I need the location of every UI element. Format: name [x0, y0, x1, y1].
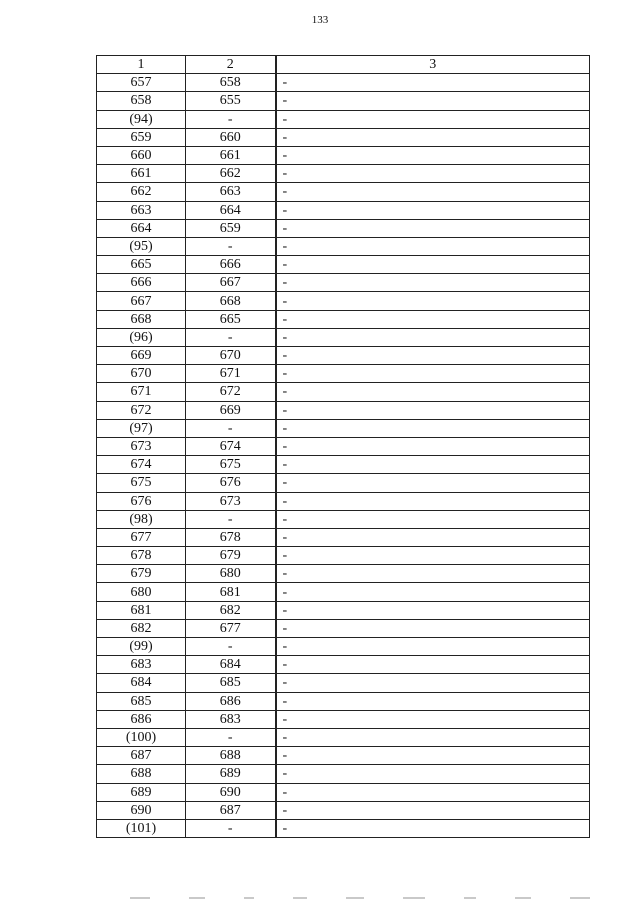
cell-col-2: 665	[186, 310, 276, 328]
cell-col-2: 675	[186, 456, 276, 474]
table-row	[97, 619, 590, 637]
table-row	[97, 328, 590, 346]
cell-col-2: -	[186, 510, 276, 528]
table-row	[97, 801, 590, 819]
cell-col-2: 682	[186, 601, 276, 619]
cell-col-3: -	[276, 656, 590, 674]
cell-col-1: 662	[97, 183, 186, 201]
table-row	[97, 183, 590, 201]
cell-col-1: (99)	[97, 638, 186, 656]
cell-col-3: -	[276, 401, 590, 419]
table-row	[97, 638, 590, 656]
cell-col-3: -	[276, 328, 590, 346]
cell-col-1: 680	[97, 583, 186, 601]
table-row	[97, 747, 590, 765]
cell-col-3: -	[276, 619, 590, 637]
cell-col-1: 690	[97, 801, 186, 819]
cell-col-3: -	[276, 183, 590, 201]
table-row	[97, 110, 590, 128]
footer-marks	[130, 897, 590, 900]
cell-col-2: 668	[186, 292, 276, 310]
table-row	[97, 237, 590, 255]
cell-col-2: 678	[186, 528, 276, 546]
cell-col-2: 681	[186, 583, 276, 601]
cell-col-3: -	[276, 383, 590, 401]
data-table	[96, 55, 590, 838]
cell-col-3: -	[276, 92, 590, 110]
cell-col-1: 688	[97, 765, 186, 783]
cell-col-2: 680	[186, 565, 276, 583]
cell-col-1: 658	[97, 92, 186, 110]
cell-col-3: -	[276, 110, 590, 128]
table-row	[97, 710, 590, 728]
table-row	[97, 292, 590, 310]
cell-col-2: 676	[186, 474, 276, 492]
cell-col-1: (96)	[97, 328, 186, 346]
cell-col-2: 655	[186, 92, 276, 110]
cell-col-3: -	[276, 201, 590, 219]
cell-col-2: 679	[186, 547, 276, 565]
cell-col-2: 660	[186, 128, 276, 146]
table-row	[97, 437, 590, 455]
table-row	[97, 765, 590, 783]
cell-col-1: 659	[97, 128, 186, 146]
cell-col-1: 684	[97, 674, 186, 692]
cell-col-3: -	[276, 638, 590, 656]
table-row	[97, 128, 590, 146]
cell-col-1: 686	[97, 710, 186, 728]
table-row	[97, 692, 590, 710]
cell-col-1: 665	[97, 256, 186, 274]
table-row	[97, 256, 590, 274]
cell-col-1: 671	[97, 383, 186, 401]
cell-col-3: -	[276, 547, 590, 565]
cell-col-3: -	[276, 74, 590, 92]
cell-col-1: 683	[97, 656, 186, 674]
cell-col-3: -	[276, 510, 590, 528]
cell-col-2: 671	[186, 365, 276, 383]
cell-col-2: 688	[186, 747, 276, 765]
column-header-1: 1	[97, 56, 186, 74]
cell-col-2: -	[186, 237, 276, 255]
cell-col-3: -	[276, 219, 590, 237]
cell-col-2: 683	[186, 710, 276, 728]
cell-col-2: 689	[186, 765, 276, 783]
cell-col-1: 664	[97, 219, 186, 237]
cell-col-1: 681	[97, 601, 186, 619]
cell-col-2: 670	[186, 347, 276, 365]
table-row	[97, 656, 590, 674]
cell-col-1: 674	[97, 456, 186, 474]
table-row	[97, 528, 590, 546]
cell-col-2: 669	[186, 401, 276, 419]
cell-col-1: 661	[97, 165, 186, 183]
cell-col-2: 690	[186, 783, 276, 801]
cell-col-2: 687	[186, 801, 276, 819]
cell-col-1: (101)	[97, 819, 186, 837]
table-row	[97, 74, 590, 92]
cell-col-2: -	[186, 110, 276, 128]
cell-col-1: 673	[97, 437, 186, 455]
cell-col-3: -	[276, 528, 590, 546]
cell-col-1: 672	[97, 401, 186, 419]
cell-col-1: (95)	[97, 237, 186, 255]
cell-col-2: 659	[186, 219, 276, 237]
table-row	[97, 547, 590, 565]
cell-col-3: -	[276, 801, 590, 819]
cell-col-3: -	[276, 474, 590, 492]
cell-col-3: -	[276, 274, 590, 292]
cell-col-3: -	[276, 292, 590, 310]
cell-col-1: 660	[97, 146, 186, 164]
cell-col-3: -	[276, 237, 590, 255]
cell-col-2: 662	[186, 165, 276, 183]
cell-col-1: 682	[97, 619, 186, 637]
cell-col-1: 679	[97, 565, 186, 583]
cell-col-1: 689	[97, 783, 186, 801]
cell-col-2: 673	[186, 492, 276, 510]
cell-col-1: 666	[97, 274, 186, 292]
cell-col-3: -	[276, 347, 590, 365]
cell-col-3: -	[276, 728, 590, 746]
cell-col-1: 667	[97, 292, 186, 310]
cell-col-3: -	[276, 146, 590, 164]
table-row	[97, 674, 590, 692]
cell-col-2: 684	[186, 656, 276, 674]
cell-col-1: 670	[97, 365, 186, 383]
cell-col-2: 663	[186, 183, 276, 201]
cell-col-1: 676	[97, 492, 186, 510]
cell-col-3: -	[276, 765, 590, 783]
table-row	[97, 165, 590, 183]
table-row	[97, 728, 590, 746]
cell-col-1: 677	[97, 528, 186, 546]
cell-col-3: -	[276, 492, 590, 510]
header-row	[97, 56, 590, 74]
cell-col-3: -	[276, 310, 590, 328]
table-body	[97, 74, 590, 838]
cell-col-3: -	[276, 674, 590, 692]
table-row	[97, 201, 590, 219]
cell-col-3: -	[276, 601, 590, 619]
cell-col-3: -	[276, 692, 590, 710]
cell-col-2: -	[186, 419, 276, 437]
table-row	[97, 146, 590, 164]
cell-col-1: 657	[97, 74, 186, 92]
table-row	[97, 274, 590, 292]
table-row	[97, 601, 590, 619]
table-row	[97, 492, 590, 510]
cell-col-2: 658	[186, 74, 276, 92]
cell-col-2: 677	[186, 619, 276, 637]
cell-col-2: -	[186, 728, 276, 746]
table-row	[97, 510, 590, 528]
column-header-2: 2	[186, 56, 276, 74]
cell-col-2: -	[186, 638, 276, 656]
cell-col-1: (98)	[97, 510, 186, 528]
cell-col-3: -	[276, 783, 590, 801]
cell-col-3: -	[276, 565, 590, 583]
table-row	[97, 401, 590, 419]
table-row	[97, 565, 590, 583]
table-row	[97, 92, 590, 110]
table-header	[97, 56, 590, 74]
table-row	[97, 347, 590, 365]
cell-col-2: -	[186, 328, 276, 346]
cell-col-2: 686	[186, 692, 276, 710]
table-row	[97, 819, 590, 837]
cell-col-3: -	[276, 365, 590, 383]
cell-col-2: -	[186, 819, 276, 837]
cell-col-3: -	[276, 419, 590, 437]
cell-col-3: -	[276, 710, 590, 728]
cell-col-1: 675	[97, 474, 186, 492]
table-row	[97, 310, 590, 328]
cell-col-2: 666	[186, 256, 276, 274]
table-row	[97, 419, 590, 437]
cell-col-1: (100)	[97, 728, 186, 746]
cell-col-3: -	[276, 747, 590, 765]
cell-col-1: 678	[97, 547, 186, 565]
cell-col-1: 685	[97, 692, 186, 710]
cell-col-2: 664	[186, 201, 276, 219]
table-row	[97, 219, 590, 237]
cell-col-2: 674	[186, 437, 276, 455]
table-row	[97, 583, 590, 601]
table-row	[97, 783, 590, 801]
cell-col-3: -	[276, 819, 590, 837]
table-row	[97, 365, 590, 383]
table-row	[97, 456, 590, 474]
cell-col-2: 685	[186, 674, 276, 692]
cell-col-2: 667	[186, 274, 276, 292]
cell-col-3: -	[276, 456, 590, 474]
cell-col-3: -	[276, 583, 590, 601]
column-header-3: 3	[276, 56, 590, 74]
table-row	[97, 474, 590, 492]
cell-col-2: 661	[186, 146, 276, 164]
cell-col-3: -	[276, 256, 590, 274]
cell-col-3: -	[276, 437, 590, 455]
table-row	[97, 383, 590, 401]
cell-col-1: (97)	[97, 419, 186, 437]
cell-col-1: (94)	[97, 110, 186, 128]
cell-col-1: 663	[97, 201, 186, 219]
cell-col-2: 672	[186, 383, 276, 401]
cell-col-3: -	[276, 128, 590, 146]
page-number: 133	[311, 14, 329, 26]
cell-col-1: 687	[97, 747, 186, 765]
cell-col-3: -	[276, 165, 590, 183]
cell-col-1: 668	[97, 310, 186, 328]
cell-col-1: 669	[97, 347, 186, 365]
